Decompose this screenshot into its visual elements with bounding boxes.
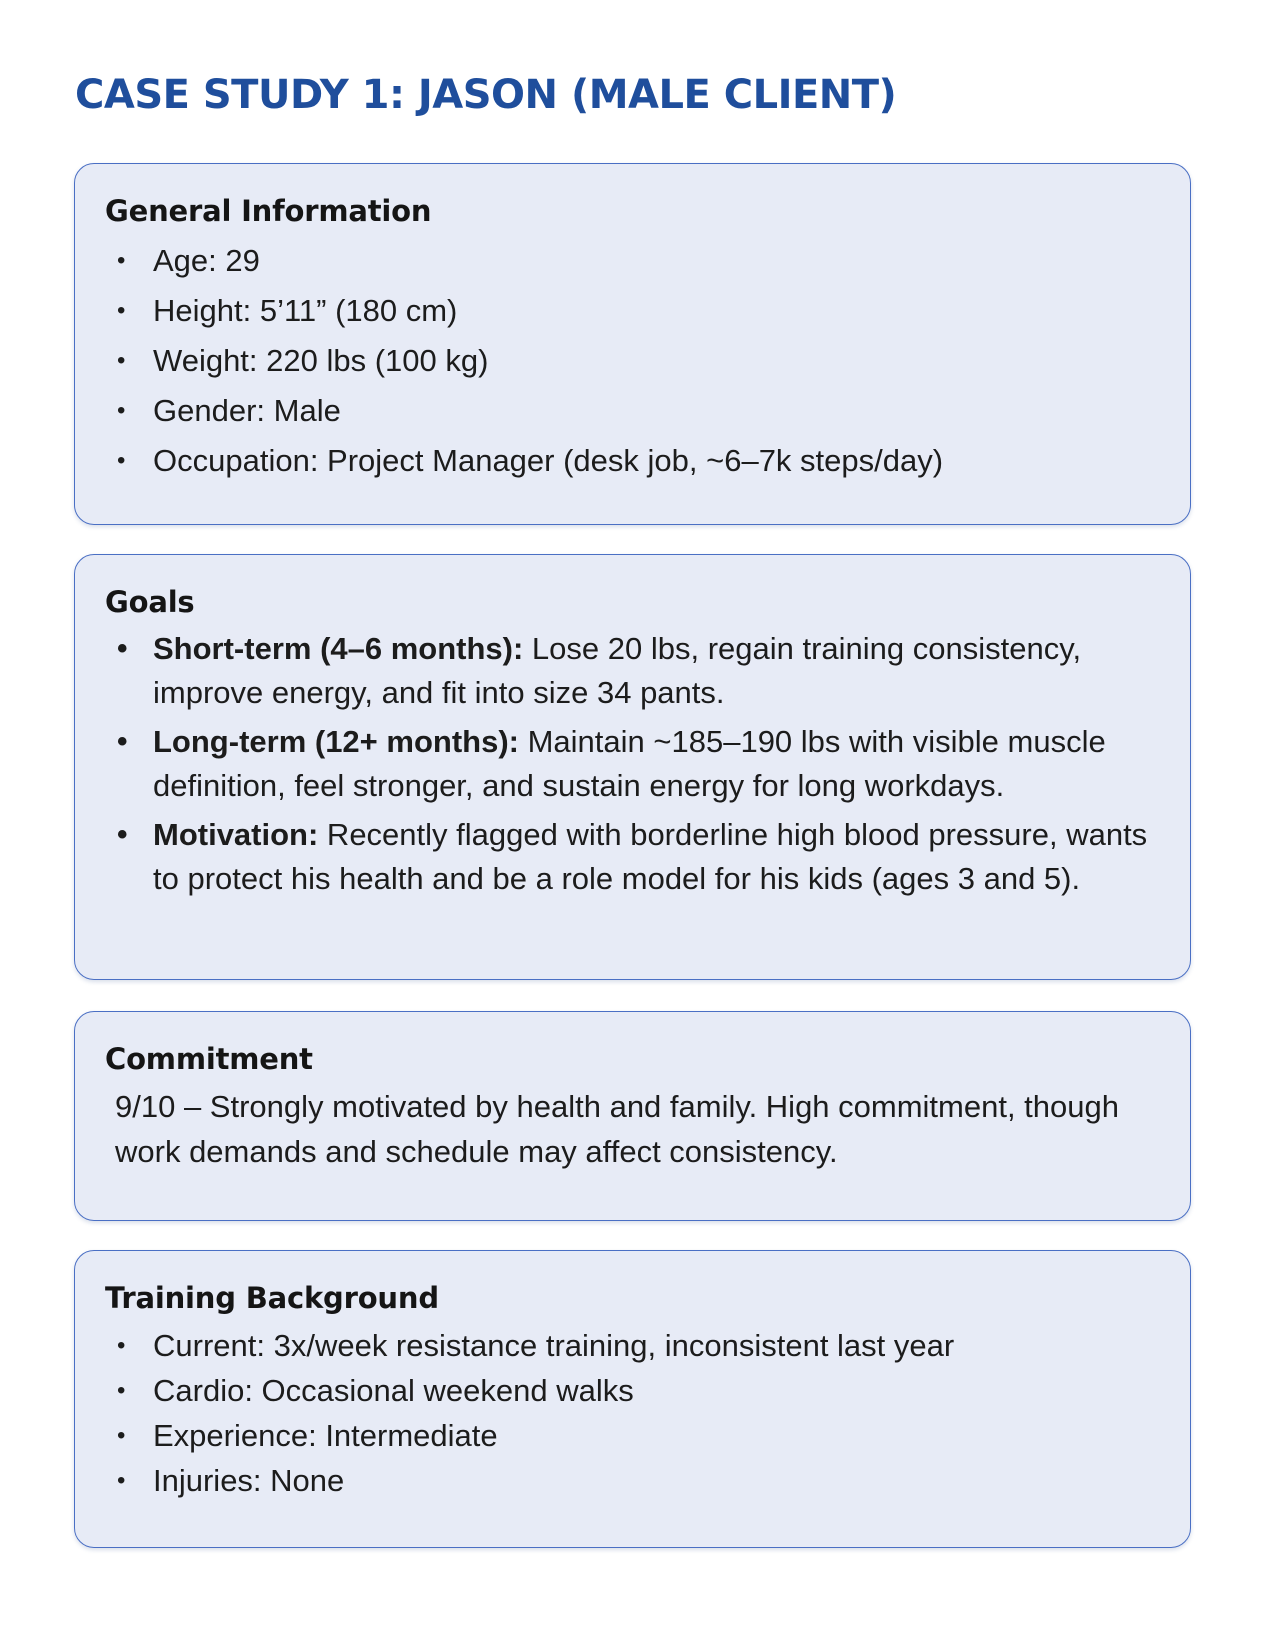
general-information-card xyxy=(74,163,1191,525)
bullet-icon: • xyxy=(117,1377,126,1404)
list-item: • Age: 29 xyxy=(105,236,1160,286)
goal-text: Lose 20 lbs, regain training consistency, improve energy, and fit into size 34 pants. xyxy=(153,631,1082,710)
bullet-icon: • xyxy=(117,247,126,274)
list-item: • Weight: 220 lbs (100 kg) xyxy=(105,336,1160,386)
list-item: • Cardio: Occasional weekend walks xyxy=(105,1368,1160,1413)
commitment-card xyxy=(74,1011,1191,1221)
goal-short-term xyxy=(105,627,1160,715)
general-information-heading: General Information xyxy=(105,194,432,228)
goal-label: Long-term (12+ months): xyxy=(153,724,519,759)
bullet-icon: • xyxy=(117,1422,126,1449)
list-item: • Gender: Male xyxy=(105,386,1160,436)
bullet-icon: • xyxy=(117,397,126,424)
list-item: • Injuries: None xyxy=(105,1458,1160,1503)
training-background-heading: Training Background xyxy=(105,1281,439,1315)
bullet-icon: • xyxy=(117,725,128,758)
commitment-text: 9/10 – Strongly motivated by health and family. High commitment, though work demands and schedule may affect consistency. xyxy=(115,1089,1120,1169)
bullet-icon: • xyxy=(117,1332,126,1359)
page-title: CASE STUDY 1: JASON (MALE CLIENT) xyxy=(75,72,897,118)
bullet-icon: • xyxy=(117,347,126,374)
goals-card xyxy=(74,554,1191,980)
training-background-list xyxy=(105,1323,1160,1503)
goal-motivation xyxy=(105,813,1160,901)
bullet-icon: • xyxy=(117,297,126,324)
goal-label: Motivation: xyxy=(153,817,319,852)
goal-long-term xyxy=(105,720,1160,808)
bullet-icon: • xyxy=(117,1467,126,1494)
list-item: • Experience: Intermediate xyxy=(105,1413,1160,1458)
list-item: • Height: 5’11” (180 cm) xyxy=(105,286,1160,336)
general-information-list xyxy=(105,236,1160,486)
bullet-icon: • xyxy=(117,447,126,474)
goal-label: Short-term (4–6 months): xyxy=(153,631,524,666)
bullet-icon: • xyxy=(117,632,128,665)
goals-list xyxy=(105,627,1160,901)
goal-text: Maintain ~185–190 lbs with visible muscle definition, feel stronger, and sustain energy for long workdays. xyxy=(153,724,1106,803)
bullet-icon: • xyxy=(117,818,128,851)
commitment-heading: Commitment xyxy=(105,1042,313,1076)
training-background-card xyxy=(74,1250,1191,1548)
list-item: • Occupation: Project Manager (desk job, ~6–7k steps/day) xyxy=(105,436,1160,486)
list-item: • Current: 3x/week resistance training, inconsistent last year xyxy=(105,1323,1160,1368)
goals-heading: Goals xyxy=(105,585,195,619)
goal-text: Recently flagged with borderline high blood pressure, wants to protect his health and be a role model for his kids (ages 3 and 5). xyxy=(153,817,1148,896)
